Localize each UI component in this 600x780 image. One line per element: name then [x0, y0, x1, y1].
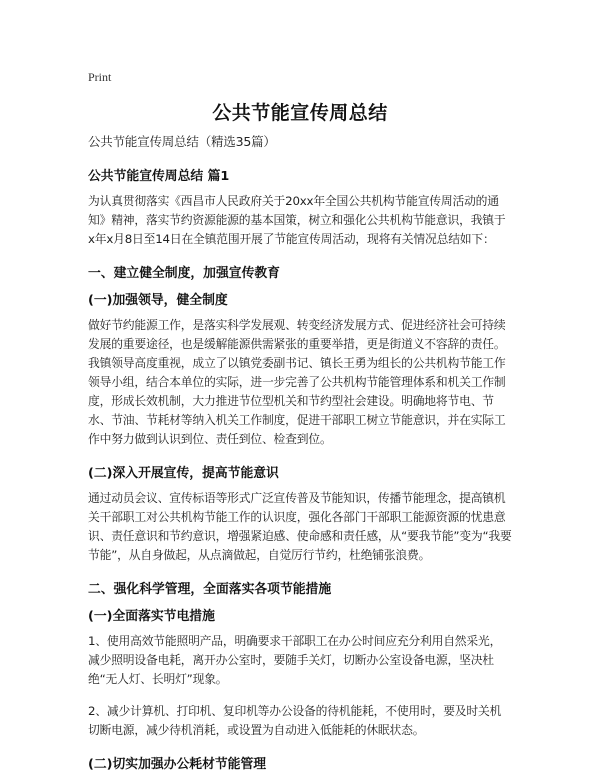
section1-sub2-paragraph: 通过动员会议、宣传标语等形式广泛宣传普及节能知识，传播节能理念，提高镇机关干部职工对公共机构节能工作的认识度，强化各部门干部职工能源资源的忧患意识、责任意识和节约意识，增强紧迫感、使命感和责任感，从“要我节能”变为“我要节能”，从自身做起，从点滴做起，自觉厉行节约，杜绝铺张浪费。 [88, 491, 512, 562]
section2-sub2-heading: (二)切实加强办公耗材节能管理 [88, 757, 267, 772]
section1-sub1-paragraph: 做好节约能源工作，是落实科学发展观、转变经济发展方式、促进经济社会可持续发展的重要途径，也是缓解能源供需紧张的重要举措，更是街道义不容辞的责任。我镇领导高度重视，成立了以镇党委副书记、镇长王勇为组长的公共机构节能工作领导小组，结合本单位的实际，进一步完善了公共机构节能管理体系和机关工作制度，形成长效机制，大力推进节位型机关和节约型社会建设。明确地将节电、节水、节油、节耗材等纳入机关工作制度，促进干部职工树立节能意识，并在实际工作中努力做到认识到位、责任到位、检查到位。 [88, 318, 506, 446]
section2-sub1-paragraph-1: 1、使用高效节能照明产品，明确要求干部职工在办公时间应充分利用自然采光，减少照明设备电耗，离开办公室时，要随手关灯，切断办公室设备电源，坚决杜绝“无人灯、长明灯”现象。 [88, 634, 502, 686]
section1-sub2-heading: (二)深入开展宣传，提高节能意识 [88, 466, 279, 481]
page-title: 公共节能宣传周总结 [212, 102, 388, 124]
section1-sub1-heading: (一)加强领导，健全制度 [88, 293, 228, 308]
intro-paragraph: 为认真贯彻落实《西昌市人民政府关于20xx年全国公共机构节能宣传周活动的通知》精神，落实节约资源能源的基本国策，树立和强化公共机构节能意识，我镇于x年x月8日至14日在全镇范围开展了节能宣传周活动，现将有关情况总结如下： [88, 194, 506, 246]
article-heading: 公共节能宣传周总结 篇1 [88, 169, 230, 184]
article-subtitle: 公共节能宣传周总结（精选35篇） [88, 134, 276, 149]
section1-heading: 一、建立健全制度，加强宣传教育 [88, 266, 280, 281]
section2-sub1-paragraph-2: 2、减少计算机、打印机、复印机等办公设备的待机能耗，不使用时，要及时关机切断电源，减少待机消耗，或设置为自动进入低能耗的休眠状态。 [88, 704, 502, 737]
article-body [88, 132, 512, 780]
print-link[interactable]: Print [88, 70, 112, 84]
section2-sub1-heading: (一)全面落实节电措施 [88, 609, 215, 624]
section2-heading: 二、强化科学管理，全面落实各项节能措施 [88, 582, 332, 597]
